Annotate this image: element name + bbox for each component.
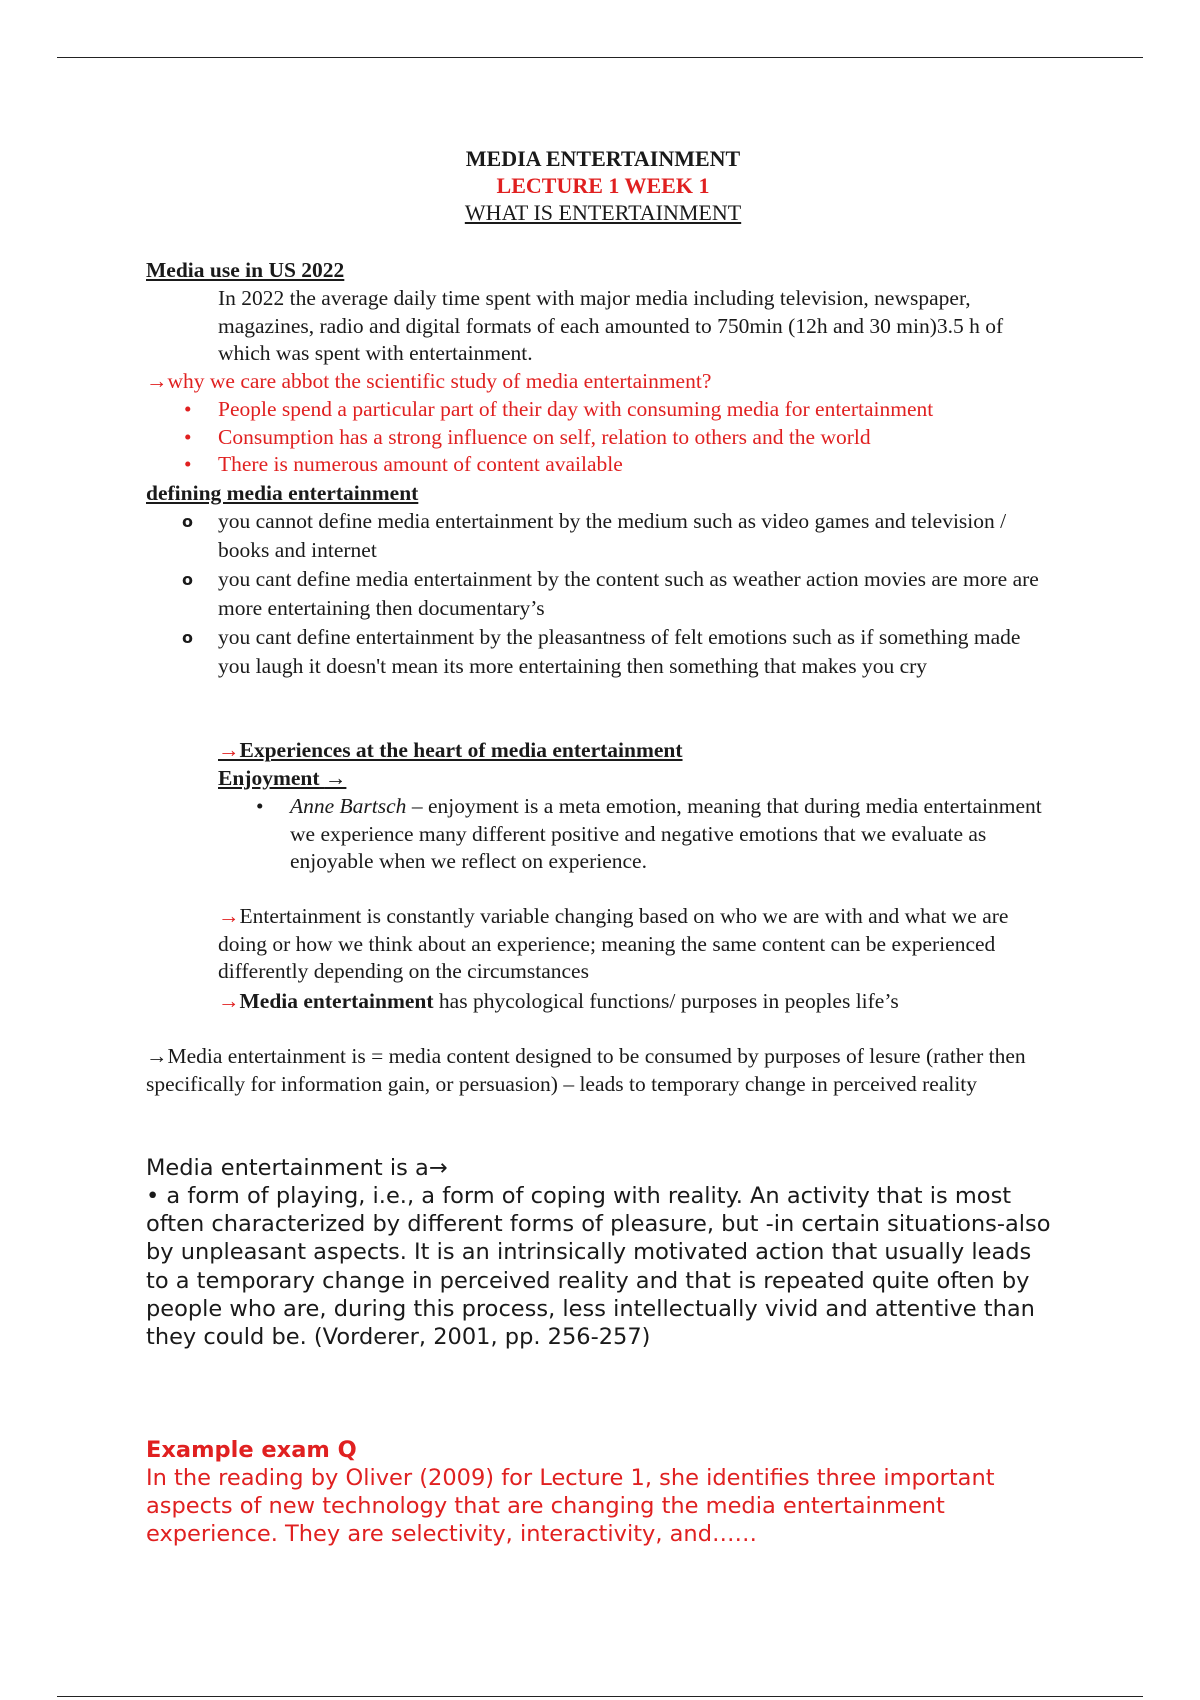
- definition-paragraph: →Media entertainment is = media content designed to be consumed by purposes of lesure (rather then specifically for information gain, or persuasion) – leads to temporary change in perceived reality: [146, 1044, 1026, 1096]
- reasons-list: [184, 396, 1098, 479]
- list-item: o you cant define media entertainment by the content such as weather action movies are more are more entertaining then documentary’s: [182, 567, 1039, 620]
- media-use-paragraph: In 2022 the average daily time spent with major media including television, newspaper, magazines, radio and digital formats of each amounted to 750min (12h and 30 min)3.5 h of which was spent with entertainment.: [218, 286, 1004, 365]
- list-item: • There is numerous amount of content available: [218, 451, 1098, 479]
- list-item: o you cannot define media entertainment by the medium such as video games and television / books and internet: [182, 509, 1007, 562]
- bartsch-bullet: • Anne Bartsch – enjoyment is a meta emotion, meaning that during media entertainment we experience many different positive and negative emotions that we evaluate as enjoyable when we reflect on experience.: [256, 794, 1042, 873]
- question-line: →why we care abbot the scientific study of media entertainment?: [146, 369, 712, 393]
- defining-list: [182, 507, 1058, 681]
- arrow-icon: →: [218, 738, 240, 762]
- defining-heading: defining media entertainment: [146, 481, 419, 505]
- circle-bullet-icon: o: [182, 628, 193, 647]
- exam-heading: Example exam Q: [146, 1437, 357, 1463]
- bottom-rule: [57, 1696, 1143, 1697]
- arrow-icon: →: [324, 766, 347, 790]
- enjoyment-label: Enjoyment →: [218, 766, 347, 790]
- experiences-heading: →Experiences at the heart of media entertainment: [218, 738, 683, 762]
- bullet-icon: •: [184, 397, 192, 421]
- circle-bullet-icon: o: [182, 570, 193, 589]
- document-title: MEDIA ENTERTAINMENT: [465, 146, 741, 171]
- title-block: [0, 145, 1200, 226]
- vorderer-lead: Media entertainment is a→: [146, 1155, 448, 1181]
- arrow-icon: →: [218, 989, 240, 1013]
- bullet-icon: •: [184, 424, 192, 449]
- arrow-icon: →: [428, 1155, 448, 1181]
- list-item: o you cant define entertainment by the pleasantness of felt emotions such as if something made you laugh it doesn't mean its more entertaining then something that makes you cry: [182, 625, 1021, 678]
- media-use-heading: Media use in US 2022: [146, 258, 345, 282]
- arrow-icon: →: [146, 1044, 168, 1068]
- list-item: • Consumption has a strong influence on self, relation to others and the world: [218, 424, 1098, 452]
- circle-bullet-icon: o: [182, 512, 193, 531]
- bullet-icon: •: [184, 452, 192, 476]
- list-item: • People spend a particular part of their day with consuming media for entertainment: [218, 396, 1098, 424]
- vorderer-definition: • a form of playing, i.e., a form of coping with reality. An activity that is most often characterized by different forms of pleasure, but -in certain situations-also by unpleasant aspects. It is an intrinsically motivated action that usually leads to a temporary change in perceived reality and that is repeated quite often by people who are, during this process, less intellectually vivid and attentive than they could be. (Vorderer, 2001, pp. 256-257): [146, 1183, 1051, 1351]
- document-subtitle: WHAT IS ENTERTAINMENT: [464, 200, 742, 225]
- arrow-icon: →: [218, 904, 240, 928]
- bullet-icon: •: [256, 794, 264, 818]
- top-rule: [57, 57, 1143, 58]
- arrow-icon: →: [146, 369, 168, 393]
- exam-question: In the reading by Oliver (2009) for Lecture 1, she identifies three important aspects of new technology that are changing the media entertainment experience. They are selectivity, interactivity, and……: [146, 1465, 995, 1548]
- lecture-label: LECTURE 1 WEEK 1: [496, 173, 710, 198]
- functions-paragraph: →Media entertainment has phycological functions/ purposes in peoples life’s: [218, 989, 899, 1013]
- variable-paragraph: →Entertainment is constantly variable changing based on who we are with and what we are doing or how we think about an experience; meaning the same content can be experienced differently depending on the circumstances: [218, 904, 1009, 983]
